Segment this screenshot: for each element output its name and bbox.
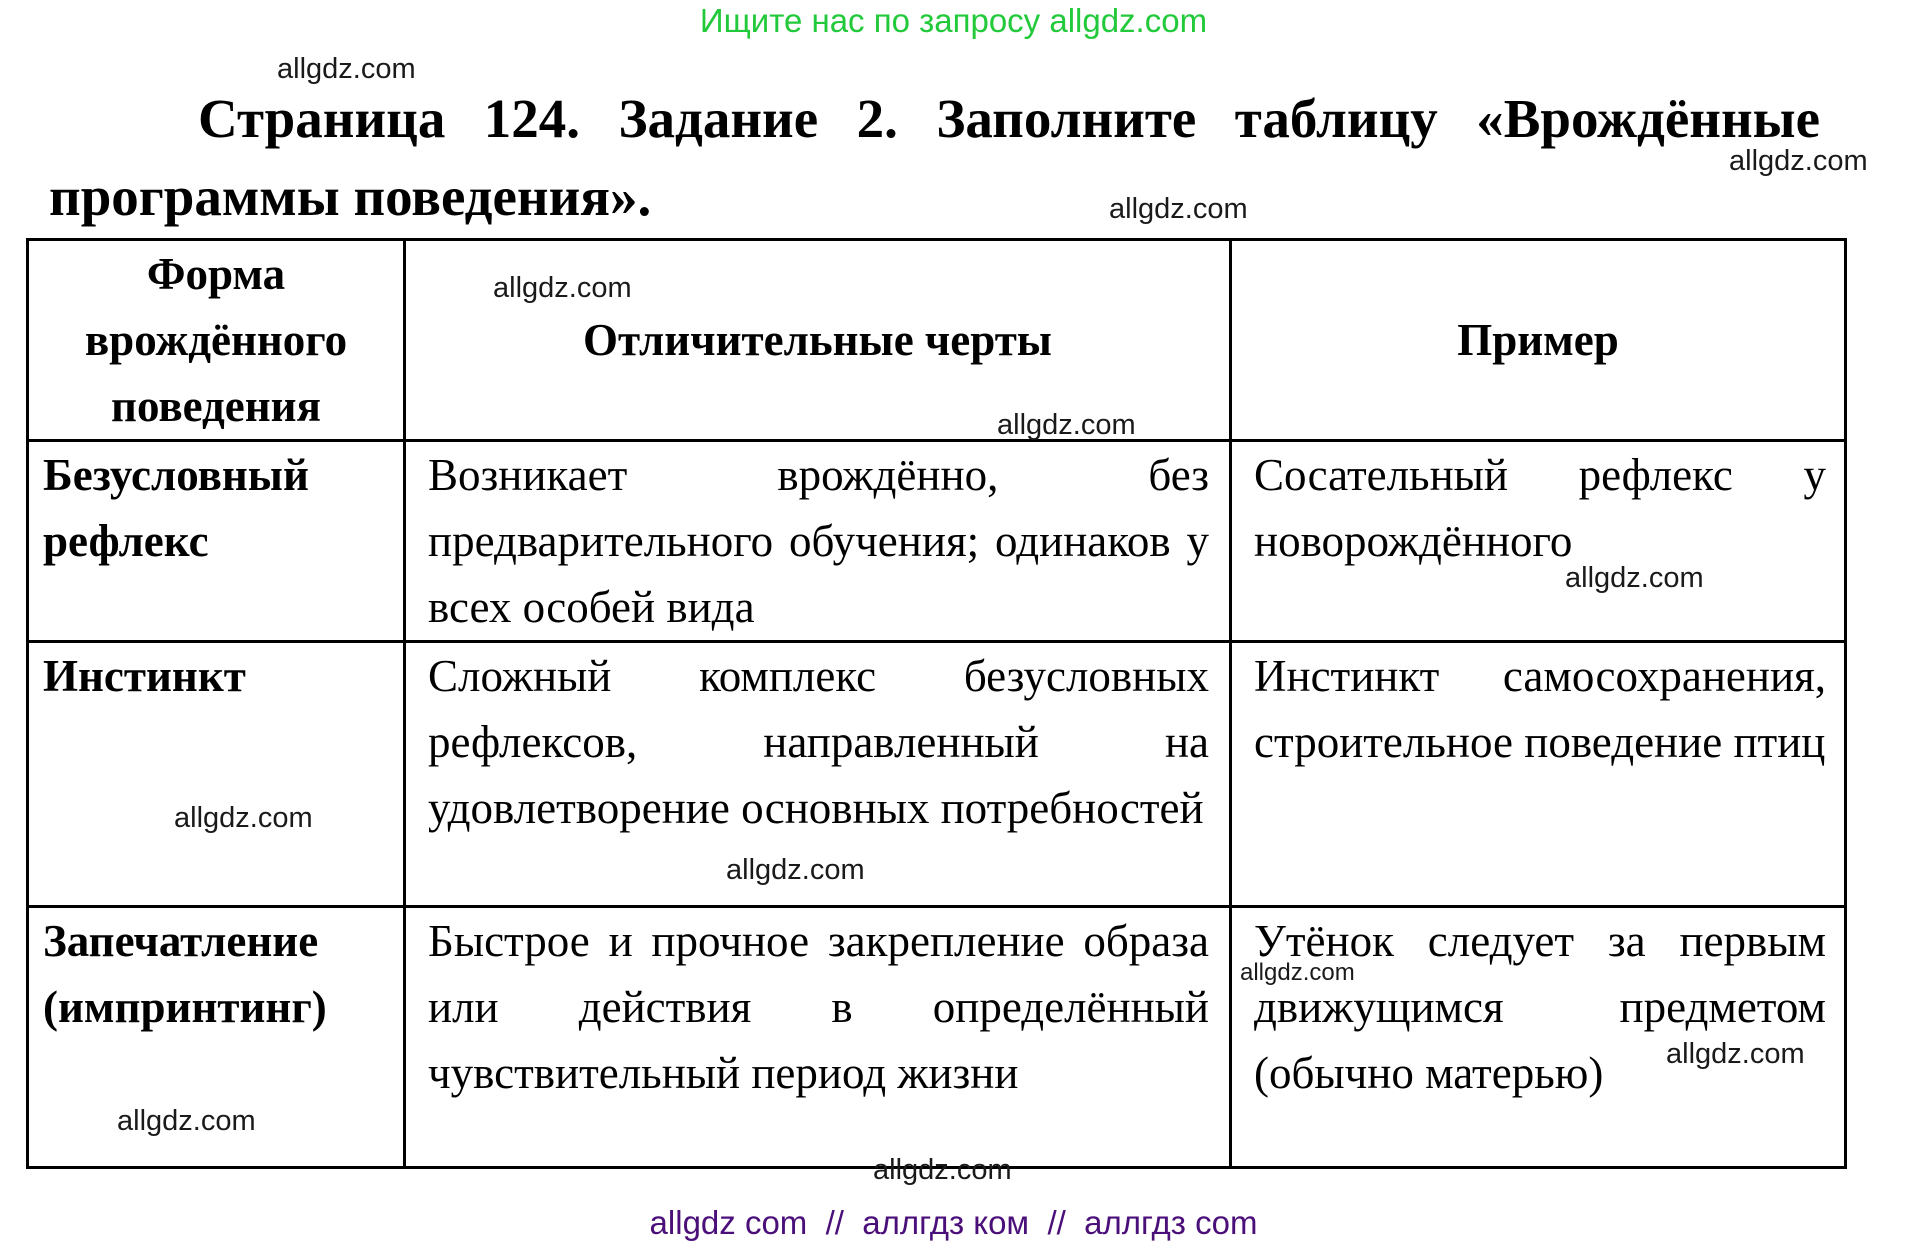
promo-banner-top: Ищите нас по запросу allgdz.com [699, 2, 1208, 39]
cell-example: Инстинкт самосохранения, строительное поведение птиц [1231, 642, 1846, 907]
watermark: allgdz.com [1109, 193, 1248, 225]
watermark: allgdz.com [997, 409, 1136, 441]
table-row [28, 642, 1846, 907]
header-example: Пример [1231, 240, 1846, 441]
innate-behavior-table [26, 238, 1847, 1169]
promo-banner-bottom: allgdz com // аллгдз ком // аллгдз com [649, 1204, 1258, 1241]
page-title-line-2: программы поведения». [49, 166, 652, 227]
page-title-line-1: Страница 124. Задание 2. Заполните таблицу «Врождённые [198, 88, 1820, 149]
header-features: Отличительные черты [405, 240, 1231, 441]
cell-form: Запечатление (импринтинг) [28, 907, 405, 1168]
watermark: allgdz.com [174, 802, 313, 834]
watermark: allgdz.com [117, 1105, 256, 1137]
cell-features: Быстрое и прочное закрепление образа или действия в определённый чувствительный период жизни [405, 907, 1231, 1168]
cell-example: Утёнок следует за первым движущимся предметом (обычно матерью) [1231, 907, 1846, 1168]
cell-form: Безусловный рефлекс [28, 441, 405, 642]
cell-features: Возникает врождённо, без предварительного обучения; одинаков у всех особей вида [405, 441, 1231, 642]
table-row [28, 907, 1846, 1168]
table-header-row [28, 240, 1846, 441]
cell-features: Сложный комплекс безусловных рефлексов, направленный на удовлетворение основных потребностей [405, 642, 1231, 907]
watermark: allgdz.com [1240, 959, 1355, 986]
watermark: allgdz.com [1729, 145, 1868, 177]
watermark: allgdz.com [1565, 562, 1704, 594]
cell-example: Сосательный рефлекс у новорождённого [1231, 441, 1846, 642]
table-row [28, 441, 1846, 642]
header-form: Форма врождённого поведения [28, 240, 405, 441]
watermark: allgdz.com [277, 53, 416, 85]
watermark: allgdz.com [1666, 1038, 1805, 1070]
cell-form: Инстинкт [28, 642, 405, 907]
watermark: allgdz.com [493, 272, 632, 304]
watermark: allgdz.com [873, 1154, 1012, 1186]
watermark: allgdz.com [726, 854, 865, 886]
